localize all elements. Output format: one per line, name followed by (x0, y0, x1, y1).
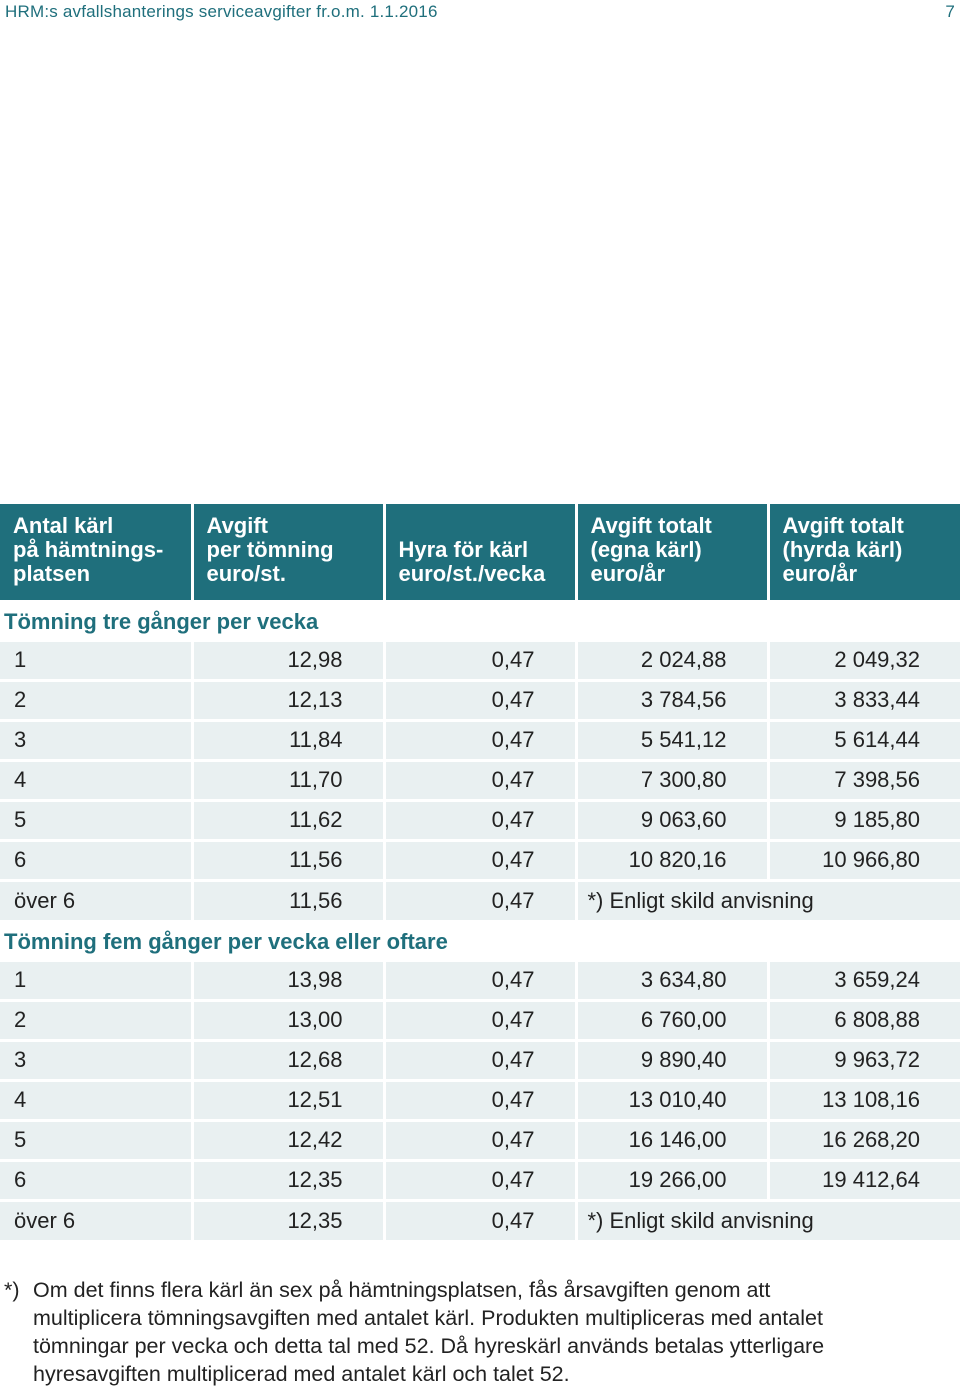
cell-fee: 12,35 (192, 1160, 384, 1200)
cell-fee: 11,84 (192, 720, 384, 760)
cell-total-rented: 13 108,16 (768, 1080, 960, 1120)
cell-fee: 12,13 (192, 680, 384, 720)
cell-total-rented: 19 412,64 (768, 1160, 960, 1200)
cell-fee: 13,98 (192, 960, 384, 1000)
page-number: 7 (945, 2, 955, 21)
table-row (0, 1160, 960, 1200)
cell-fee: 12,42 (192, 1120, 384, 1160)
cell-rent: 0,47 (384, 1120, 576, 1160)
cell-total-rented: 2 049,32 (768, 640, 960, 680)
cell-total-own: 2 024,88 (576, 640, 768, 680)
cell-container-count: över 6 (0, 1200, 192, 1240)
cell-total-rented: 16 268,20 (768, 1120, 960, 1160)
cell-fee: 11,56 (192, 880, 384, 920)
cell-total-own: 3 634,80 (576, 960, 768, 1000)
table-row-over-six (0, 880, 960, 920)
cell-rent: 0,47 (384, 680, 576, 720)
column-header-total-rented-containers: Avgift totalt (hyrda kärl) euro/år (768, 504, 960, 600)
cell-rent: 0,47 (384, 640, 576, 680)
cell-total-own: 13 010,40 (576, 1080, 768, 1120)
cell-fee: 12,68 (192, 1040, 384, 1080)
table-body (0, 600, 960, 1240)
column-header-fee-per-emptying: Avgift per tömning euro/st. (192, 504, 384, 600)
cell-special-instruction-note: *) Enligt skild anvisning (576, 1200, 960, 1240)
cell-container-count: 6 (0, 1160, 192, 1200)
column-header-container-count: Antal kärl på hämtnings- platsen (0, 504, 192, 600)
table-row (0, 680, 960, 720)
footnote-mark: *) (4, 1278, 20, 1302)
cell-rent: 0,47 (384, 720, 576, 760)
cell-rent: 0,47 (384, 1080, 576, 1120)
cell-container-count: 1 (0, 640, 192, 680)
cell-total-own: 6 760,00 (576, 1000, 768, 1040)
cell-container-count: 2 (0, 1000, 192, 1040)
cell-total-rented: 9 185,80 (768, 800, 960, 840)
section-heading-row (0, 920, 960, 960)
cell-container-count: 5 (0, 800, 192, 840)
cell-rent: 0,47 (384, 1000, 576, 1040)
cell-fee: 11,56 (192, 840, 384, 880)
cell-container-count: 4 (0, 1080, 192, 1120)
cell-total-own: 5 541,12 (576, 720, 768, 760)
cell-rent: 0,47 (384, 840, 576, 880)
cell-total-rented: 3 833,44 (768, 680, 960, 720)
section-title: Tömning tre gånger per vecka (0, 600, 960, 640)
section-heading-row (0, 600, 960, 640)
cell-total-own: 16 146,00 (576, 1120, 768, 1160)
cell-total-rented: 9 963,72 (768, 1040, 960, 1080)
cell-rent: 0,47 (384, 880, 576, 920)
table-row-over-six (0, 1200, 960, 1240)
cell-fee: 12,35 (192, 1200, 384, 1240)
column-header-container-rent: Hyra för kärl euro/st./vecka (384, 504, 576, 600)
cell-container-count: över 6 (0, 880, 192, 920)
cell-rent: 0,47 (384, 1200, 576, 1240)
cell-fee: 12,51 (192, 1080, 384, 1120)
cell-container-count: 3 (0, 720, 192, 760)
cell-container-count: 2 (0, 680, 192, 720)
cell-rent: 0,47 (384, 960, 576, 1000)
cell-container-count: 5 (0, 1120, 192, 1160)
table-row (0, 640, 960, 680)
section-title: Tömning fem gånger per vecka eller oftare (0, 920, 960, 960)
cell-total-own: 9 890,40 (576, 1040, 768, 1080)
cell-rent: 0,47 (384, 1160, 576, 1200)
cell-total-own: 19 266,00 (576, 1160, 768, 1200)
table-row (0, 1080, 960, 1120)
cell-fee: 11,70 (192, 760, 384, 800)
table-row (0, 760, 960, 800)
cell-total-own: 7 300,80 (576, 760, 768, 800)
cell-total-rented: 6 808,88 (768, 1000, 960, 1040)
table-row (0, 1120, 960, 1160)
cell-container-count: 4 (0, 760, 192, 800)
cell-container-count: 6 (0, 840, 192, 880)
cell-total-own: 10 820,16 (576, 840, 768, 880)
cell-rent: 0,47 (384, 760, 576, 800)
table-row (0, 800, 960, 840)
cell-container-count: 1 (0, 960, 192, 1000)
cell-rent: 0,47 (384, 800, 576, 840)
document-title: HRM:s avfallshanterings serviceavgifter fr.o.m. 1.1.2016 (5, 2, 438, 21)
cell-container-count: 3 (0, 1040, 192, 1080)
table-header (0, 504, 960, 600)
cell-special-instruction-note: *) Enligt skild anvisning (576, 880, 960, 920)
table-row (0, 720, 960, 760)
footnote (0, 1276, 940, 1388)
cell-total-own: 9 063,60 (576, 800, 768, 840)
cell-fee: 12,98 (192, 640, 384, 680)
table-row (0, 1040, 960, 1080)
table-row (0, 1000, 960, 1040)
cell-total-rented: 5 614,44 (768, 720, 960, 760)
cell-total-rented: 7 398,56 (768, 760, 960, 800)
column-header-total-own-containers: Avgift totalt (egna kärl) euro/år (576, 504, 768, 600)
table-row (0, 840, 960, 880)
cell-rent: 0,47 (384, 1040, 576, 1080)
fee-table (0, 504, 960, 1240)
page-header (5, 2, 955, 28)
cell-total-rented: 10 966,80 (768, 840, 960, 880)
cell-fee: 11,62 (192, 800, 384, 840)
cell-fee: 13,00 (192, 1000, 384, 1040)
cell-total-own: 3 784,56 (576, 680, 768, 720)
footnote-text: Om det finns flera kärl än sex på hämtningsplatsen, fås årsavgiften genom att multiplicera tömningsavgiften med antalet kärl. Produkten multipliceras med antalet tömningar per vecka och detta tal med 52. Då hyreskärl används betalas ytterligare hyresavgiften multiplicerad med antalet kärl och talet 52. (33, 1278, 825, 1386)
cell-total-rented: 3 659,24 (768, 960, 960, 1000)
table-row (0, 960, 960, 1000)
